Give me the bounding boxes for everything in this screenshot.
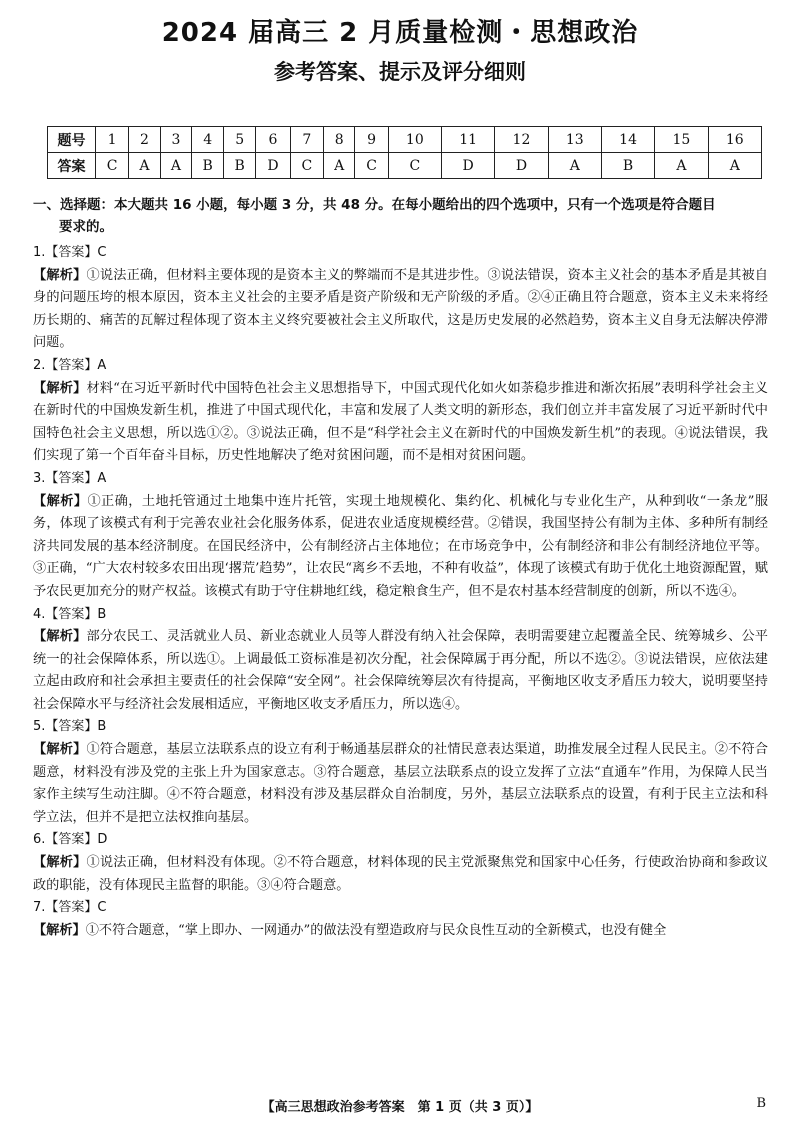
question-item-3: [33, 468, 768, 604]
analysis-text: 材料“在习近平新时代中国特色社会主义思想指导下，中国式现代化如火如荼稳步推进和渐次拓展”表明科学社会主义在新时代的中国焕发新生机，推进了中国式现代化，丰富和发展了人类文明的新形态，我们创立并丰富发展了习近平新时代中国特色社会主义思想，所以选①②。③说法正确，但不是“科学社会主义在新时代的中国焕发新生机”的表现。④说法错误，我们实现了第一个百年奋斗目标，历史性地解决了绝对贫困问题，而不是相对贫困问题。: [33, 380, 768, 464]
item-answer: 2.【答案】A: [33, 357, 107, 373]
item-answer: 7.【答案】C: [33, 900, 107, 916]
item-analysis: [33, 626, 768, 716]
question-number-cell: 3: [160, 127, 192, 153]
section-heading-continuation: 要求的。: [59, 219, 113, 235]
answer-cell: B: [601, 153, 654, 179]
answer-cell: D: [441, 153, 494, 179]
answer-cell: C: [290, 153, 323, 179]
question-number-row: [48, 127, 762, 153]
answer-cell: D: [256, 153, 291, 179]
analysis-text: 部分农民工、灵活就业人员、新业态就业人员等人群没有纳入社会保障，表明需要建立起覆盖全民、统筹城乡、公平统一的社会保障体系，所以选①。上调最低工资标准是初次分配，社会保障属于再分配，所以不选②。③说法错误，应依法建立起由政府和社会承担主要责任的社会保障“安全网”。社会保障统筹层次有待提高，平衡地区收支矛盾压力较大，说明要坚持社会保障水平与经济社会发展相适应，平衡地区收支矛盾压力，所以选④。: [33, 629, 768, 712]
analysis-tag: 【解析】: [33, 629, 87, 645]
question-number-cell: 4: [192, 127, 224, 153]
item-answer: 4.【答案】B: [33, 606, 107, 622]
answer-cell: B: [192, 153, 224, 179]
answer-cell: A: [708, 153, 761, 179]
item-analysis: [33, 739, 768, 829]
question-number-cell: 14: [601, 127, 654, 153]
item-analysis: [33, 920, 768, 943]
item-answer: 3.【答案】A: [33, 470, 107, 486]
analysis-text: ①不符合题意，“掌上即办、一网通办”的做法没有塑造政府与民众良性互动的全新模式，也没有健全: [85, 922, 667, 938]
document-title: 2024 届高三 2 月质量检测・思想政治: [161, 18, 639, 48]
question-item-5: [33, 716, 768, 829]
explanations: [33, 242, 768, 942]
question-item-1: [33, 242, 768, 355]
answer-cell: A: [548, 153, 601, 179]
answer-cell: A: [655, 153, 708, 179]
section-heading: [33, 194, 768, 238]
question-number-cell: 15: [655, 127, 708, 153]
answer-cell: C: [96, 153, 129, 179]
question-number-cell: 12: [495, 127, 548, 153]
analysis-text: ①说法正确，但材料没有体现。②不符合题意，材料体现的民主党派聚焦党和国家中心任务，行使政治协商和参政议政的职能，没有体现民主监督的职能。③④符合题意。: [33, 855, 768, 893]
answer-cell: C: [388, 153, 441, 179]
question-item-4: [33, 604, 768, 717]
item-answer: 6.【答案】D: [33, 832, 108, 848]
item-analysis: [33, 378, 768, 468]
analysis-tag: 【解析】: [33, 742, 87, 758]
analysis-tag: 【解析】: [33, 380, 87, 396]
answer-cell: A: [323, 153, 355, 179]
question-number-cell: 6: [256, 127, 291, 153]
analysis-text: ①符合题意，基层立法联系点的设立有利于畅通基层群众的社情民意表达渠道，助推发展全过程人民民主。②不符合题意，材料没有涉及党的主张上升为国家意志。③符合题意，基层立法联系点的设立发挥了立法“直通车”作用，为保障人民当家作主续写生动注脚。④不符合题意，材料没有涉及基层群众自治制度，另外，基层立法联系点的设置，有利于民主立法和科学立法，但并不是把立法权推向基层。: [33, 742, 768, 825]
answer-key-table: [47, 126, 762, 179]
page-footer: 【高三思想政治参考答案 第 1 页（共 3 页）】: [261, 1100, 539, 1115]
question-item-2: [33, 355, 768, 468]
question-number-cell: 11: [441, 127, 494, 153]
question-number-cell: 8: [323, 127, 355, 153]
question-number-cell: 2: [129, 127, 161, 153]
analysis-tag: 【解析】: [33, 922, 86, 938]
analysis-tag: 【解析】: [33, 855, 87, 871]
row-label-question-number: 题号: [48, 127, 96, 153]
item-analysis: [33, 491, 768, 604]
answer-cell: C: [355, 153, 388, 179]
item-analysis: [33, 852, 768, 897]
question-number-cell: 16: [708, 127, 761, 153]
answer-cell: D: [495, 153, 548, 179]
analysis-text: ①正确，土地托管通过土地集中连片托管，实现土地规模化、集约化、机械化与专业化生产，从种到收“一条龙”服务，体现了该模式有利于完善农业社会化服务体系，促进农业适度规模经营。②错误，我国坚持公有制为主体、多种所有制经济共同发展的基本经济制度。在国民经济中，公有制经济占主体地位；在市场竞争中，公有制经济和非公有制经济地位平等。③正确，“广大农村较多农田出现‘撂荒’趋势”，让农民“离乡不丢地，不种有收益”，体现了该模式有助于优化土地资源配置，赋予农民更加充分的财产权益。该模式有助于守住耕地红线，稳定粮食生产，但不是农村基本经营制度的创新，所以不选④。: [33, 493, 769, 599]
answer-cell: A: [129, 153, 161, 179]
analysis-text: ①说法正确，但材料主要体现的是资本主义的弊端而不是其进步性。③说法错误，资本主义社会的基本矛盾是其被自身的问题压垮的根本原因，资本主义社会的主要矛盾是资产阶级和无产阶级的矛盾。②④正确且符合题意，资本主义未来将经历长期的、痛苦的瓦解过程体现了资本主义终究要被社会主义所取代，这是历史发展的必然趋势，资本主义自身无法解决停滞问题。: [33, 267, 768, 351]
item-answer: 5.【答案】B: [33, 719, 107, 735]
question-number-cell: 5: [224, 127, 256, 153]
answer-row: [48, 153, 762, 179]
question-item-7: [33, 897, 768, 942]
document-subtitle: 参考答案、提示及评分细则: [274, 60, 526, 84]
question-item-6: [33, 829, 768, 897]
question-number-cell: 13: [548, 127, 601, 153]
section-heading-line: 一、选择题：本大题共 16 小题，每小题 3 分，共 48 分。在每小题给出的四个选项中，只有一个选项是符合题目: [33, 197, 716, 213]
question-number-cell: 1: [96, 127, 129, 153]
answer-cell: B: [224, 153, 256, 179]
item-analysis: [33, 265, 768, 355]
question-number-cell: 7: [290, 127, 323, 153]
question-number-cell: 10: [388, 127, 441, 153]
item-answer: 1.【答案】C: [33, 245, 107, 260]
analysis-tag: 【解析】: [33, 267, 87, 283]
question-number-cell: 9: [355, 127, 388, 153]
analysis-tag: 【解析】: [33, 493, 88, 509]
answer-cell: A: [160, 153, 192, 179]
row-label-answer: 答案: [48, 153, 96, 179]
paper-version: B: [756, 1096, 766, 1111]
